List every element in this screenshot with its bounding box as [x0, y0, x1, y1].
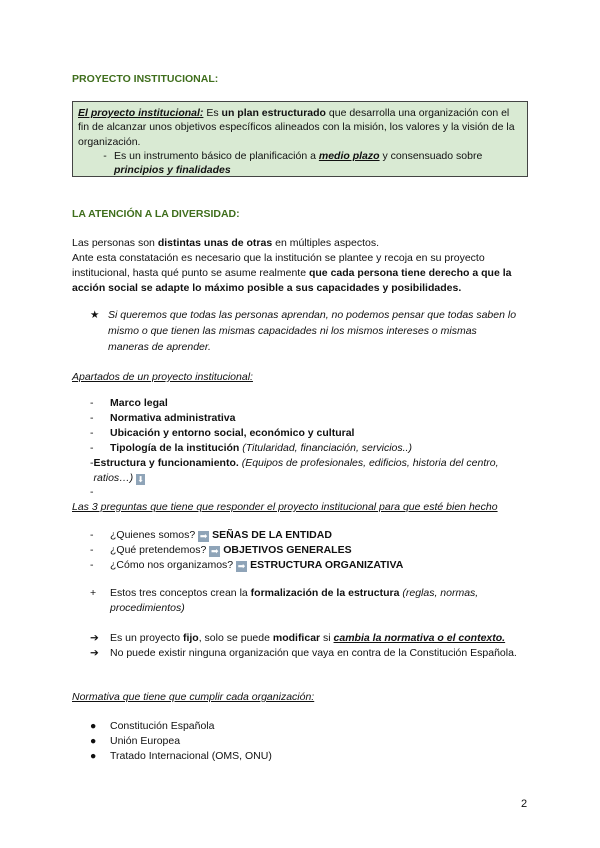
- list-marker: -: [90, 543, 94, 556]
- apartados-heading: Apartados de un proyecto institucional:: [72, 371, 253, 383]
- item-bold: Estructura y funcionamiento.: [93, 456, 239, 469]
- p1c: en múltiples aspectos.: [272, 237, 379, 249]
- normativa-list: [90, 719, 520, 764]
- page-title: PROYECTO INSTITUCIONAL:: [72, 73, 219, 85]
- normativa-text: Constitución Española: [110, 720, 215, 732]
- answer-label: OBJETIVOS GENERALES: [223, 543, 352, 556]
- plus-text: [110, 586, 520, 616]
- arrow-text-2: No puede existir ninguna organización que vaya en contra de la Constitución Española.: [110, 646, 517, 659]
- preguntas-list: [90, 528, 520, 573]
- diversity-heading: LA ATENCIÓN A LA DIVERSIDAD:: [72, 208, 240, 220]
- bullet-b2: medio plazo: [318, 149, 380, 162]
- a1f: cambia la normativa o el contexto.: [333, 632, 506, 644]
- p1a: Las personas son: [72, 237, 158, 249]
- question-label: ¿Quienes somos?: [110, 529, 196, 541]
- definition-t1: Es: [203, 107, 222, 119]
- definition-box: [72, 101, 528, 177]
- bullet-dash: -: [103, 149, 107, 162]
- list-item-text: [110, 411, 235, 426]
- list-marker: -: [90, 558, 94, 571]
- normativa-text: Tratado Internacional (OMS, ONU): [110, 749, 272, 762]
- normativa-text: Unión Europea: [110, 734, 181, 747]
- bullet-b4: principios y finalidades: [114, 164, 231, 177]
- item-rest: (Equipos de profesionales, edificios, historia del centro, ratios…): [93, 456, 499, 484]
- right-arrow-icon: ➡: [199, 531, 208, 541]
- list-marker: -: [90, 486, 94, 499]
- question-label: ¿Qué pretendemos?: [110, 543, 207, 556]
- a1b: fijo: [182, 632, 199, 644]
- plus-marker: +: [90, 587, 97, 599]
- a1c: , solo se puede: [198, 632, 273, 644]
- a1d: modificar: [272, 632, 321, 644]
- list-marker: -: [90, 441, 94, 454]
- arrow-text-1: [110, 631, 505, 646]
- quote-text: Si queremos que todas las personas aprendan, no podemos pensar que todas saben lo mismo o que tienen las mismas capacidades ni los mismos intereses o mismas maneras de aprender.: [108, 309, 517, 353]
- definition-term: El proyecto institucional:: [78, 107, 204, 119]
- list-item: [90, 411, 520, 426]
- normativa-item: [90, 749, 520, 764]
- diversity-paragraph: [72, 236, 530, 296]
- bullet-b1: Es un instrumento básico de planificación a: [114, 149, 319, 162]
- definition-bullet-text: [114, 149, 522, 178]
- question-text: [110, 528, 332, 543]
- list-item: [90, 441, 520, 456]
- item-bold: Ubicación y entorno social, económico y cultural: [110, 426, 355, 439]
- bullet-icon: ●: [90, 734, 97, 747]
- arrow-item-2: [90, 646, 520, 661]
- answer-label: SEÑAS DE LA ENTIDAD: [212, 529, 332, 541]
- definition-t3: que desarrolla una organización con el fin de alcanzar unos objetivos específicos alineados con la misión, los valores y la visión de la organización.: [78, 107, 515, 148]
- a1a: Es un proyecto: [110, 632, 183, 644]
- answer-label: ESTRUCTURA ORGANIZATIVA: [250, 558, 404, 571]
- right-arrow-icon: ➡: [210, 545, 219, 556]
- preguntas-heading: Las 3 preguntas que tiene que responder el proyecto institucional para que esté bien hecho: [72, 501, 498, 513]
- list-marker: -: [90, 397, 94, 409]
- normativa-item: [90, 734, 520, 749]
- star-quote: [90, 308, 520, 355]
- list-item-text: [110, 396, 168, 411]
- definition-text: [78, 106, 522, 149]
- bullet-icon: ●: [90, 720, 97, 732]
- plus-c: (reglas, normas, procedimientos): [110, 587, 479, 614]
- list-item-text: [110, 426, 354, 441]
- plus-a: Estos tres conceptos crean la: [110, 587, 251, 599]
- question-text: [110, 558, 403, 573]
- p1b: distintas unas de otras: [157, 237, 273, 249]
- list-marker: -: [90, 411, 94, 424]
- arrow-item-1: [90, 631, 520, 646]
- normativa-item: [90, 719, 520, 734]
- diversity-p2: [72, 251, 530, 296]
- download-icon[interactable]: ⬇: [137, 474, 144, 484]
- a1e: si: [320, 632, 334, 644]
- list-item-text: [110, 441, 412, 456]
- diversity-p1: [72, 236, 530, 251]
- question-item: [90, 558, 520, 573]
- arrow-icon: ➔: [90, 646, 99, 659]
- list-item-text: [94, 456, 521, 486]
- page-number: 2: [521, 798, 528, 810]
- p2b: que cada persona tiene derecho a que la acción social se adapte lo máximo posible a sus capacidades y posibilidades.: [72, 266, 512, 294]
- question-label: ¿Cómo nos organizamos?: [110, 558, 234, 571]
- list-marker: -: [90, 456, 94, 469]
- plus-item: [90, 586, 520, 616]
- apartados-list: [90, 396, 520, 500]
- empty-list-item: [90, 485, 520, 500]
- item-bold: Marco legal: [110, 397, 168, 409]
- question-text: [110, 543, 352, 558]
- item-bold: Tipología de la institución: [110, 441, 240, 454]
- item-bold: Normativa administrativa: [110, 411, 236, 424]
- definition-t2: un plan estructurado: [221, 107, 326, 119]
- list-marker: -: [90, 529, 94, 541]
- arrow-icon: ➔: [90, 632, 99, 644]
- bullet-icon: ●: [90, 749, 97, 762]
- item-rest: (Titularidad, financiación, servicios..): [239, 441, 412, 454]
- list-item: [90, 456, 520, 486]
- list-item: [90, 396, 520, 411]
- normativa-heading: Normativa que tiene que cumplir cada organización:: [72, 691, 315, 703]
- p2a: Ante esta constatación es necesario que la institución se plantee y recoja en su proyecto institucional, hasta qué punto se asume realmente: [72, 251, 485, 279]
- arrow-list: [90, 631, 520, 661]
- bullet-b3: y consensuado sobre: [379, 149, 483, 162]
- list-item: [90, 426, 520, 441]
- list-marker: -: [90, 426, 94, 439]
- star-icon: ★: [90, 309, 100, 321]
- question-item: [90, 528, 520, 543]
- definition-bullet: [78, 149, 522, 178]
- right-arrow-icon: ➡: [237, 560, 246, 571]
- question-item: [90, 543, 520, 558]
- plus-b: formalización de la estructura: [250, 587, 400, 599]
